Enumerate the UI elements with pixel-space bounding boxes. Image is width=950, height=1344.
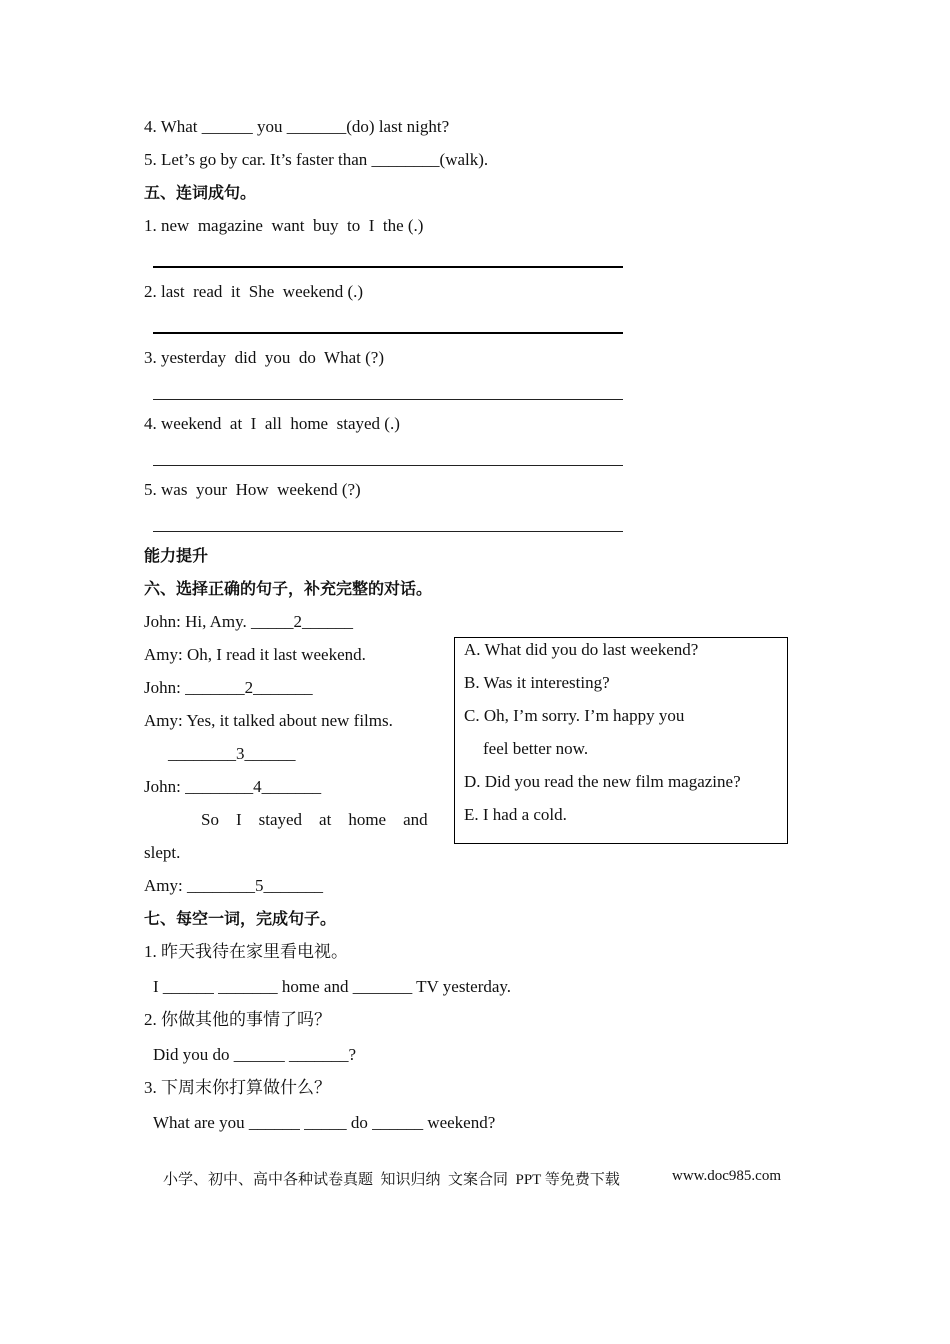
dialogue-line-7: So I stayed at home and [201, 810, 428, 829]
footer-text: 小学、初中、高中各种试卷真题 知识归纳 文案合同 PPT 等免费下载 [163, 1172, 620, 1188]
answer-line-2 [153, 332, 623, 334]
section-5-item-1: 1. new magazine want buy to I the (.) [144, 216, 424, 235]
dialogue-line-9: Amy: ________5_______ [144, 876, 323, 895]
dialogue-line-1: John: Hi, Amy. _____2______ [144, 612, 354, 631]
section-7-item-1-cn: 1. 昨天我待在家里看电视。 [144, 942, 348, 961]
section-5-item-2: 2. last read it She weekend (.) [144, 282, 364, 301]
dialogue-line-5: ________3______ [168, 744, 296, 763]
section-5-item-3: 3. yesterday did you do What (?) [144, 348, 384, 367]
section-7-item-2-cn: 2. 你做其他的事情了吗？ [144, 1010, 331, 1029]
option-e: E. I had a cold. [464, 805, 567, 824]
section-5-item-5: 5. was your How weekend (?) [144, 480, 361, 499]
answer-line-5 [153, 531, 623, 532]
section-5-item-4: 4. weekend at I all home stayed (.) [144, 414, 400, 433]
section-7-item-2-en: Did you do ______ _______? [153, 1045, 357, 1064]
option-a: A. What did you do last weekend? [464, 640, 699, 659]
option-d: D. Did you read the new film magazine? [464, 772, 741, 791]
dialogue-line-3: John: _______2_______ [144, 678, 313, 697]
section-6-heading: 六、选择正确的句子，补充完整的对话。 [144, 579, 433, 598]
section-7-item-3-en: What are you ______ _____ do ______ weekend? [153, 1113, 496, 1132]
dialogue-line-6: John: ________4_______ [144, 777, 322, 796]
option-c: C. Oh, I’m sorry. I’m happy you [464, 706, 685, 725]
section-7-heading: 七、每空一词，完成句子。 [144, 909, 337, 928]
section-5-heading: 五、连词成句。 [144, 183, 257, 202]
option-b: B. Was it interesting? [464, 673, 610, 692]
section-7-item-3-cn: 3. 下周末你打算做什么？ [144, 1078, 331, 1097]
dialogue-line-2: Amy: Oh, I read it last weekend. [144, 645, 366, 664]
question-4-5: 5. Let’s go by car. It’s faster than ________(walk). [144, 150, 489, 169]
footer-url[interactable]: www.doc985.com [672, 1168, 782, 1184]
answer-line-3 [153, 399, 623, 400]
section-7-item-1-en: I ______ _______ home and _______ TV yesterday. [153, 977, 512, 996]
dialogue-line-4: Amy: Yes, it talked about new films. [144, 711, 393, 730]
dialogue-line-8: slept. [144, 843, 181, 862]
answer-line-1 [153, 266, 623, 268]
answer-line-4 [153, 465, 623, 466]
question-4-4: 4. What ______ you _______(do) last night? [144, 117, 450, 136]
option-c-cont: feel better now. [483, 739, 589, 758]
ability-heading: 能力提升 [144, 546, 209, 565]
